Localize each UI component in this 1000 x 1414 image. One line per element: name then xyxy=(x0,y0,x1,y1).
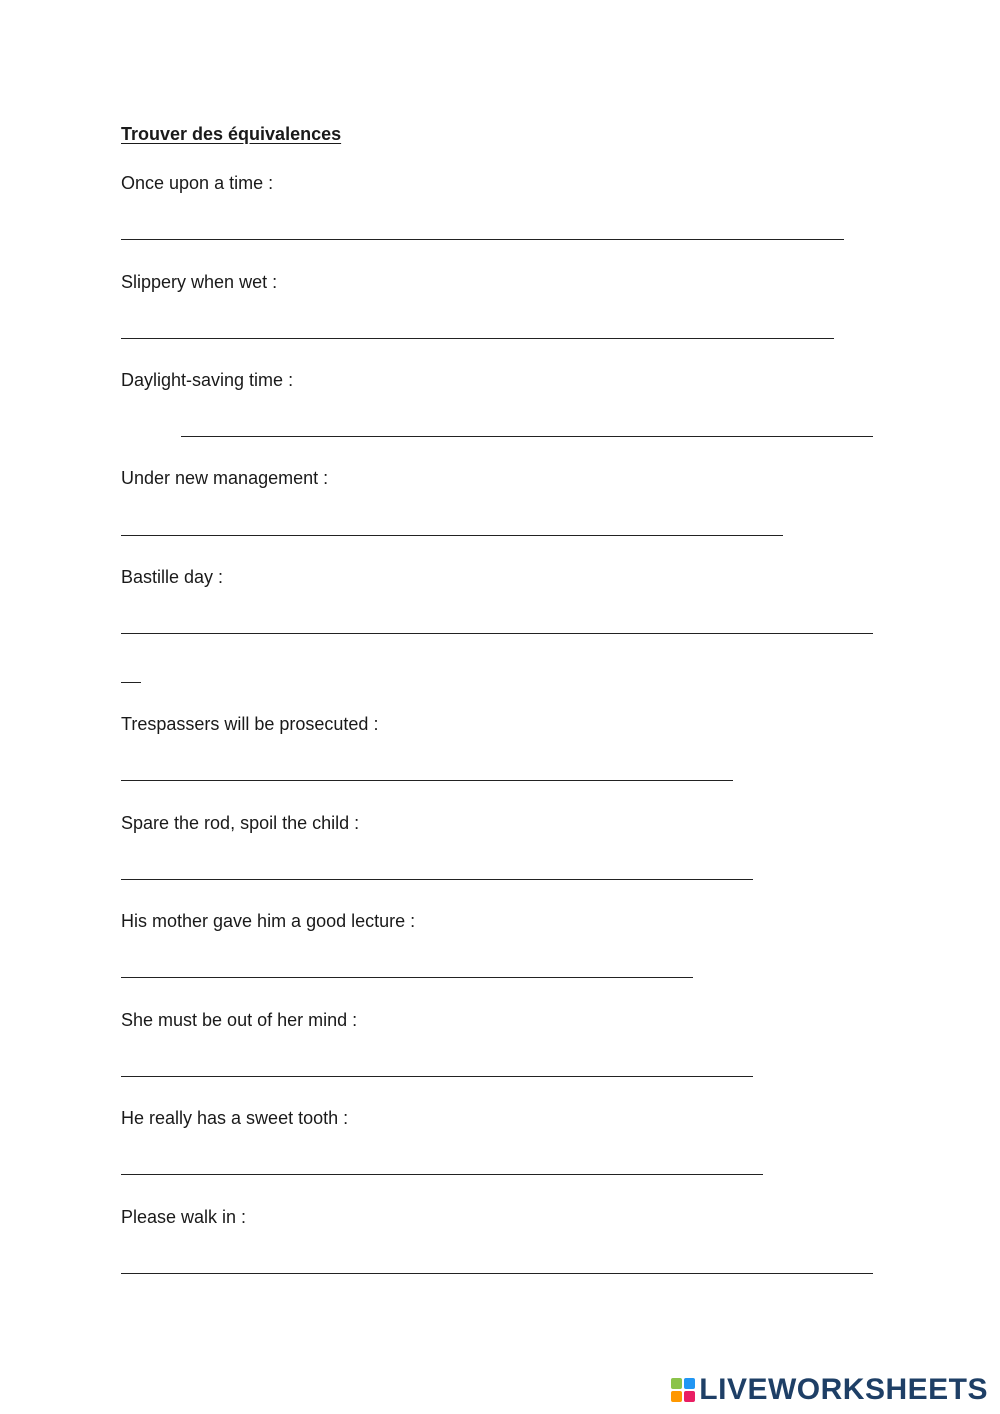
answer-line-2[interactable] xyxy=(121,338,834,339)
answer-line-9[interactable] xyxy=(121,1076,753,1077)
prompt-1: Once upon a time : xyxy=(121,173,274,193)
answer-line-10[interactable] xyxy=(121,1174,763,1175)
prompt-9: She must be out of her mind : xyxy=(121,1010,358,1030)
answer-line-6[interactable] xyxy=(121,780,733,781)
prompt-10: He really has a sweet tooth : xyxy=(121,1108,349,1128)
prompt-11: Please walk in : xyxy=(121,1207,247,1227)
answer-line-4[interactable] xyxy=(121,535,783,536)
prompt-8: His mother gave him a good lecture : xyxy=(121,911,416,931)
logo-square-3 xyxy=(671,1391,682,1402)
prompt-3: Daylight-saving time : xyxy=(121,370,294,390)
liveworksheets-brand xyxy=(671,1374,988,1406)
prompt-6: Trespassers will be prosecuted : xyxy=(121,714,379,734)
prompt-2: Slippery when wet : xyxy=(121,272,278,292)
answer-line-1[interactable] xyxy=(121,239,844,240)
logo-square-1 xyxy=(671,1378,682,1389)
prompt-4: Under new management : xyxy=(121,468,329,488)
logo-square-2 xyxy=(684,1378,695,1389)
answer-line-11[interactable] xyxy=(121,1273,873,1274)
answer-line-3[interactable] xyxy=(181,436,873,437)
answer-line-7[interactable] xyxy=(121,879,753,880)
worksheet-title: Trouver des équivalences xyxy=(121,124,342,144)
prompt-7: Spare the rod, spoil the child : xyxy=(121,813,360,833)
logo-square-4 xyxy=(684,1391,695,1402)
prompt-5: Bastille day : xyxy=(121,567,224,587)
answer-line-8[interactable] xyxy=(121,977,693,978)
brand-name: LIVEWORKSHEETS xyxy=(699,1373,988,1406)
answer-line-5-continuation xyxy=(121,682,141,683)
answer-line-5[interactable] xyxy=(121,633,873,634)
liveworksheets-logo-icon xyxy=(671,1378,695,1402)
